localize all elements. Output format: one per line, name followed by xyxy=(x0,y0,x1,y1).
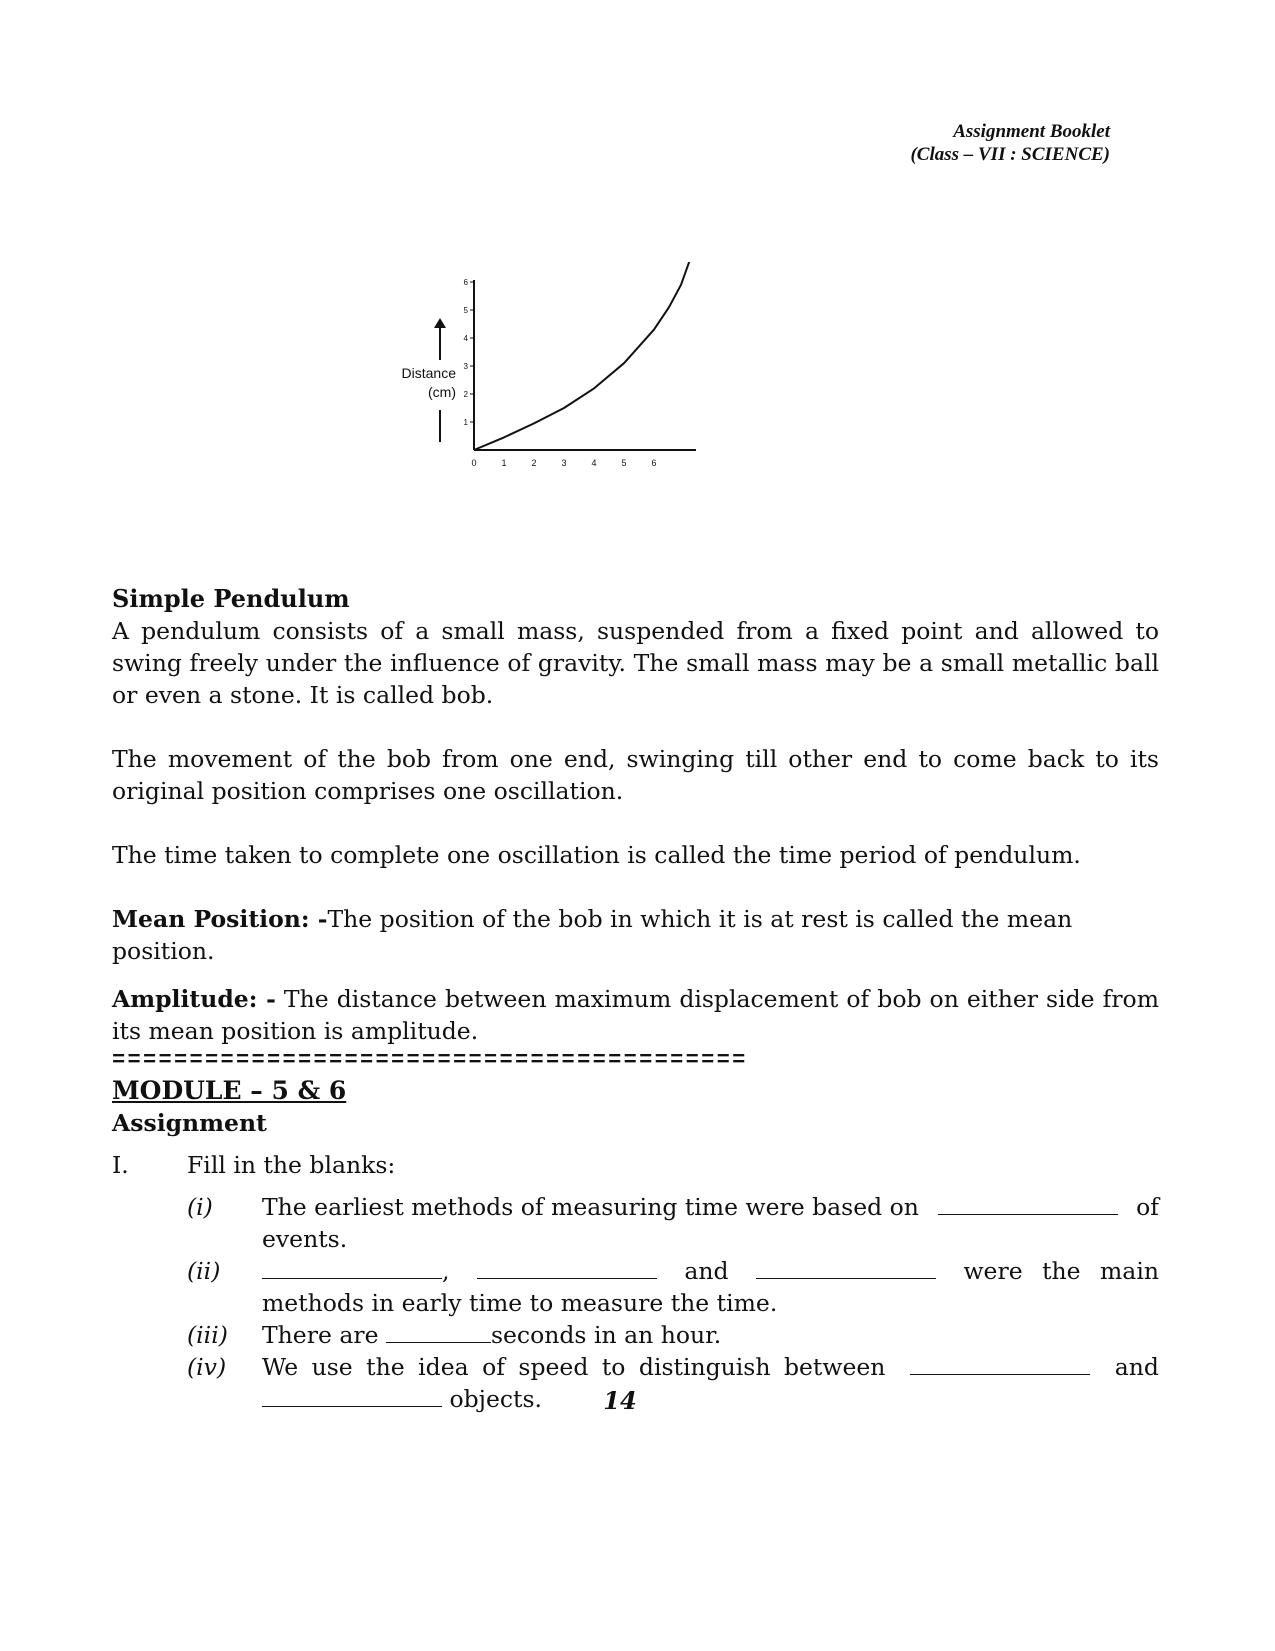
x-tick-label: 6 xyxy=(651,458,657,468)
mean-position-definition xyxy=(112,903,1159,967)
y-tick-label: 5 xyxy=(463,306,468,315)
y-tick-label: 4 xyxy=(463,334,468,343)
x-tick-label: 1 xyxy=(501,458,507,468)
separator-line: ========================================= xyxy=(112,1048,748,1073)
oscillation-definition: The movement of the bob from one end, swinging till other end to come back to its original position comprises one oscillation. xyxy=(112,745,1159,805)
graph-curve xyxy=(474,262,690,450)
amplitude-definition xyxy=(112,983,1159,1047)
item-number: (ii) xyxy=(187,1257,221,1285)
time-period-definition: The time taken to complete one oscillation is called the time period of pendulum. xyxy=(112,841,1081,869)
fill-blank-list xyxy=(187,1191,1159,1415)
header-subtitle: (Class – VII : SCIENCE) xyxy=(910,144,1110,165)
page-number: 14 xyxy=(603,1386,637,1415)
y-tick-label: 2 xyxy=(463,390,468,399)
y-tick-label: 6 xyxy=(463,278,468,287)
item-text: of xyxy=(1136,1193,1159,1221)
question-heading xyxy=(112,1149,1159,1181)
item-text: methods in early time to measure the time. xyxy=(262,1289,778,1317)
mean-position-label: Mean Position: - xyxy=(112,905,328,933)
list-item xyxy=(187,1319,1159,1351)
amplitude-label: Amplitude: - xyxy=(112,985,276,1013)
answer-blank[interactable] xyxy=(910,1352,1090,1375)
answer-blank[interactable] xyxy=(477,1256,657,1279)
item-text: and xyxy=(684,1257,729,1285)
item-text: were the main xyxy=(963,1257,1159,1285)
question-text: Fill in the blanks: xyxy=(187,1151,396,1179)
question-number: I. xyxy=(112,1151,129,1179)
x-tick-label: 3 xyxy=(561,458,567,468)
y-axis-label: Distance xyxy=(401,365,456,381)
graph-y-label xyxy=(402,318,457,442)
item-number: (iv) xyxy=(187,1353,227,1381)
amplitude-text: The distance between maximum displacement of bob on either side from its mean position is amplitude. xyxy=(112,985,1159,1045)
x-tick-label: 5 xyxy=(621,458,627,468)
page-content xyxy=(112,583,1159,1415)
booklet-header xyxy=(910,120,1110,166)
header-title: Assignment Booklet xyxy=(953,121,1110,142)
y-tick-label: 1 xyxy=(463,418,468,427)
list-item xyxy=(187,1191,1159,1255)
graph-axes xyxy=(474,280,696,450)
item-text: There are xyxy=(262,1321,379,1349)
answer-blank[interactable] xyxy=(386,1320,491,1343)
item-number: (iii) xyxy=(187,1321,228,1349)
list-item xyxy=(187,1255,1159,1319)
x-tick-label: 4 xyxy=(591,458,597,468)
answer-blank[interactable] xyxy=(756,1256,936,1279)
item-text: events. xyxy=(262,1225,348,1253)
item-text: and xyxy=(1114,1353,1159,1381)
distance-graph xyxy=(400,262,730,482)
item-text: The earliest methods of measuring time were based on xyxy=(262,1193,919,1221)
item-number: (i) xyxy=(187,1193,213,1221)
answer-blank[interactable] xyxy=(262,1256,442,1279)
module-title: MODULE – 5 & 6 xyxy=(112,1076,347,1105)
section-title: Simple Pendulum xyxy=(112,584,350,613)
pendulum-definition: A pendulum consists of a small mass, suspended from a fixed point and allowed to swing freely under the influence of gravity. The small mass may be a small metallic ball or even a stone. It is called bob. xyxy=(112,617,1159,709)
item-text: We use the idea of speed to distinguish between xyxy=(262,1353,886,1381)
item-text: , xyxy=(442,1257,450,1285)
y-tick-label: 3 xyxy=(463,362,468,371)
item-text: objects. xyxy=(449,1385,543,1413)
y-label-arrow-head xyxy=(434,318,446,328)
x-tick-label: 2 xyxy=(531,458,537,468)
x-tick-label: 0 xyxy=(471,458,477,468)
distance-curve xyxy=(474,262,690,450)
answer-blank[interactable] xyxy=(938,1192,1118,1215)
y-axis-unit: (cm) xyxy=(428,384,456,400)
graph-ticks xyxy=(464,278,657,468)
item-text: seconds in an hour. xyxy=(490,1321,722,1349)
assignment-title: Assignment xyxy=(112,1109,267,1137)
mean-position-text: The position of the bob in which it is at rest is called the mean position. xyxy=(112,905,1073,965)
